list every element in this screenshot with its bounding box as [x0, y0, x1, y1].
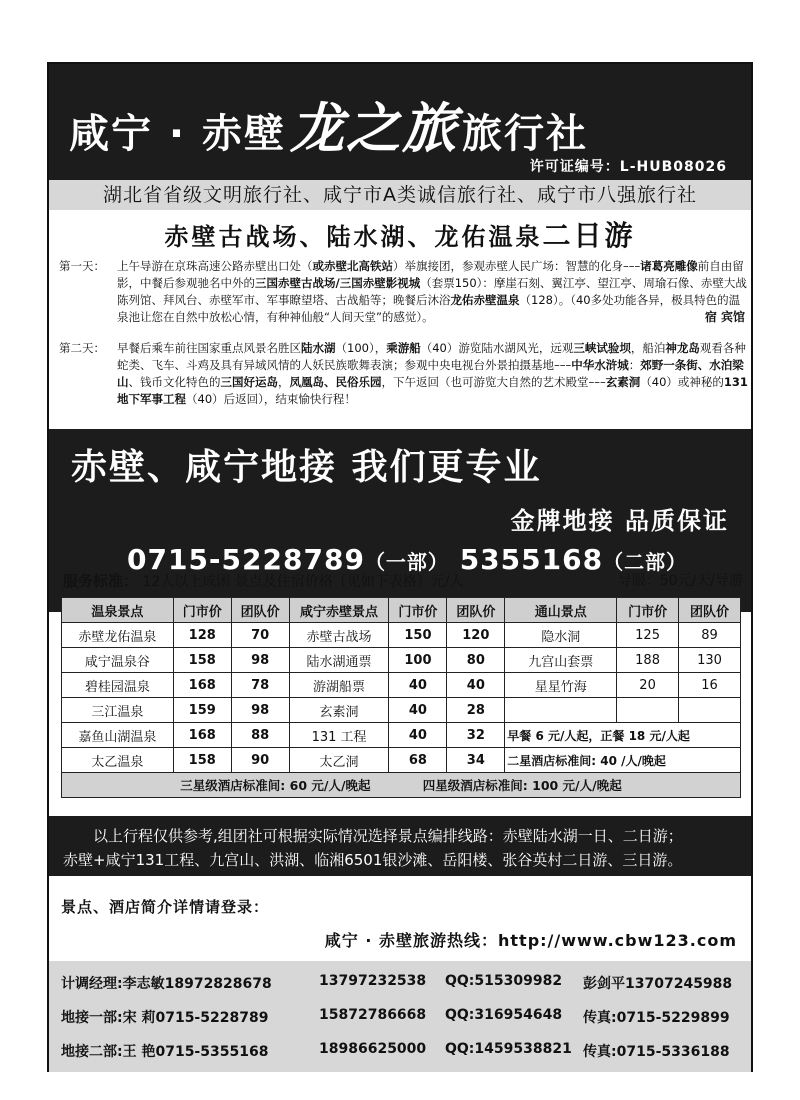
table-header-cell: 团队价 [231, 598, 289, 623]
hotel-price-cell [62, 773, 741, 798]
contact-mobile: 15872786668 [319, 1007, 427, 1023]
table-cell: 98 [231, 648, 289, 673]
table-cell: 120 [447, 623, 505, 648]
day1-highlight: 龙佑赤壁温泉 [450, 293, 520, 307]
two-star-hotel-price: 二星酒店标准间: 40 /人/晚起 [505, 748, 741, 773]
itinerary-note [49, 816, 751, 876]
title-brand: 龙之旅 [290, 96, 459, 160]
day2-seg: （40）游览陆水湖风光，远观 [420, 341, 574, 355]
flyer [47, 62, 753, 1072]
day2-seg: ，船泊 [630, 341, 666, 355]
route-title-tail: 二日游 [542, 219, 636, 252]
day1-text [117, 258, 749, 326]
table-cell: 131 工程 [289, 723, 389, 748]
day2-seg: ， [278, 375, 290, 389]
table-cell: 128 [173, 623, 231, 648]
day1-seg: 前自由留影，中餐后参观驰名中外的 [117, 259, 744, 290]
contact-extra: 传真:0715-5336188 [583, 1044, 730, 1060]
table-cell: 太乙洞 [289, 748, 389, 773]
day2-text [117, 340, 749, 408]
day2-highlight: 郊野一条街、水泊梁山 [117, 358, 744, 389]
four-star-hotel-price: 四星级酒店标准间: 100 元/人/晚起 [422, 778, 622, 793]
table-cell: 168 [173, 673, 231, 698]
itinerary-day1 [59, 258, 749, 326]
table-cell: 三江温泉 [62, 698, 174, 723]
table-cell [679, 698, 741, 723]
note-line2: 赤壁+咸宁131工程、九宫山、洪湖、临湘6501银沙滩、岳阳楼、张谷英村二日游、三日游。 [63, 851, 683, 869]
table-cell: 88 [231, 723, 289, 748]
honors-bar: 湖北省省级文明旅行社、咸宁市A类诚信旅行社、咸宁市八强旅行社 [49, 180, 751, 210]
table-cell: 125 [617, 623, 679, 648]
table-cell: 130 [679, 648, 741, 673]
route-title-main: 赤壁古战场、陆水湖、龙佑温泉 [164, 222, 543, 251]
day2-highlight: 131地下军事工程 [117, 375, 748, 406]
contact-extra: 彭剑平13707245988 [583, 976, 733, 992]
table-cell: 150 [389, 623, 447, 648]
table-cell: 80 [447, 648, 505, 673]
table-cell: 隐水洞 [505, 623, 617, 648]
table-cell: 168 [173, 723, 231, 748]
table-cell: 游湖船票 [289, 673, 389, 698]
service-text: 12人以上成团 景点及住宿价格（见如下表格）元/人 [142, 574, 464, 590]
table-cell: 玄素洞 [289, 698, 389, 723]
table-header-cell: 通山景点 [505, 598, 617, 623]
table-cell [505, 698, 617, 723]
day2-highlight: 中华水浒城 [571, 358, 629, 372]
day2-seg: 、钱币文化特色的 [128, 375, 221, 389]
guide-fee: 导服：50元/天/导游 [617, 573, 743, 589]
table-cell: 40 [447, 673, 505, 698]
title-location: 咸宁 · 赤壁 [69, 111, 287, 157]
phone-dept2-note: （二部） [603, 550, 688, 574]
table-cell: 100 [389, 648, 447, 673]
table-cell: 158 [173, 648, 231, 673]
intro-text: 景点、酒店简介详情请登录： [61, 898, 270, 916]
day1-seg: ）举旗接团，参观赤壁人民广场：智慧的化身––– [393, 259, 641, 273]
table-cell: 星星竹海 [505, 673, 617, 698]
phone-dept1-note: （一部） [364, 550, 449, 574]
table-cell: 34 [447, 748, 505, 773]
service-standard [63, 570, 743, 591]
table-cell: 188 [617, 648, 679, 673]
day1-label: 第一天： [59, 259, 105, 273]
phone-dept2: 5355168 [459, 543, 604, 576]
table-cell: 碧桂园温泉 [62, 673, 174, 698]
itinerary-day2 [59, 340, 749, 408]
day2-highlight: 三峡试验坝 [573, 341, 631, 355]
table-header-cell: 门市价 [173, 598, 231, 623]
contact-mobile: 18986625000 [319, 1041, 427, 1057]
day2-label: 第二天： [59, 341, 105, 355]
license-number: 许可证编号：L-HUB08026 [529, 159, 727, 175]
table-row [62, 748, 741, 773]
day2-highlight: 三国好运岛 [220, 375, 278, 389]
table-cell: 嘉鱼山湖温泉 [62, 723, 174, 748]
table-cell: 太乙温泉 [62, 748, 174, 773]
table-cell: 40 [389, 723, 447, 748]
table-cell: 九宫山套票 [505, 648, 617, 673]
title-agency: 旅行社 [462, 111, 589, 157]
table-cell: 赤壁龙佑温泉 [62, 623, 174, 648]
contact-qq: QQ:316954648 [445, 1007, 563, 1023]
table-header-cell: 团队价 [679, 598, 741, 623]
contact-qq: QQ:1459538821 [445, 1041, 572, 1057]
day1-lodging: 宿 宾馆 [704, 310, 745, 324]
contact-name: 地接一部:宋 莉0715-5228789 [61, 1010, 269, 1026]
table-row [62, 623, 741, 648]
day2-seg: 观看各种蛇类、飞车、斗鸡及具有异域风情的人妖民族歌舞表演；参观中央电视台外景拍摄基地––– [117, 341, 746, 372]
contact-qq: QQ:515309982 [445, 973, 563, 989]
header-banner [49, 64, 751, 180]
table-cell: 159 [173, 698, 231, 723]
meal-price-note: 早餐 6 元/人起，正餐 18 元/人起 [505, 723, 741, 748]
table-row [62, 698, 741, 723]
day2-seg: （100）， [335, 341, 387, 355]
day2-highlight: 凤凰岛、民俗乐园 [289, 375, 382, 389]
table-cell: 28 [447, 698, 505, 723]
day2-highlight: 陆水湖 [301, 341, 336, 355]
service-label: 服务标准： [63, 572, 139, 590]
table-header-cell: 温泉景点 [62, 598, 174, 623]
day2-highlight: 神龙岛 [665, 341, 700, 355]
three-star-hotel-price: 三星级酒店标准间: 60 元/人/晚起 [180, 778, 371, 793]
day1-highlight: 或赤壁北高铁站 [312, 259, 393, 273]
table-header-cell: 门市价 [617, 598, 679, 623]
day1-highlight: 三国赤壁古战场/三国赤壁影视城 [255, 276, 421, 290]
table-row [62, 723, 741, 748]
day1-seg: （128）。（40多处功能各异，极具特色的温泉池让您在自然中放松心情，有种神仙般“人间天堂”的感觉）。 [117, 293, 741, 324]
table-cell: 68 [389, 748, 447, 773]
table-cell: 咸宁温泉谷 [62, 648, 174, 673]
table-header-cell: 门市价 [389, 598, 447, 623]
table-cell: 158 [173, 748, 231, 773]
table-cell: 32 [447, 723, 505, 748]
contact-name: 地接二部:王 艳0715-5355168 [61, 1044, 269, 1060]
agency-title [69, 86, 588, 163]
day1-highlight: 诸葛亮雕像 [640, 259, 698, 273]
table-cell: 陆水湖通票 [289, 648, 389, 673]
day1-seg: 上午导游在京珠高速公路赤壁出口处（ [117, 259, 313, 273]
day2-seg: 早餐后乘车前往国家重点风景名胜区 [117, 341, 301, 355]
price-table [61, 597, 741, 798]
note-line1: 以上行程仅供参考,组团社可根据实际情况选择景点编排线路：赤壁陆水湖一日、二日游； [93, 827, 683, 845]
phone-dept1: 0715-5228789 [127, 543, 365, 576]
day2-seg: （40）后返回），结束愉快行程！ [186, 392, 356, 406]
day2-seg: ： [628, 358, 641, 372]
website-hotline[interactable]: 咸宁 · 赤壁旅游热线：http://www.cbw123.com [324, 931, 737, 950]
contact-mobile: 13797232538 [319, 973, 427, 989]
slogan: 赤壁、咸宁地接 我们更专业 [71, 447, 542, 488]
hotel-price-row [62, 773, 741, 798]
table-cell: 90 [231, 748, 289, 773]
table-cell: 16 [679, 673, 741, 698]
table-cell [617, 698, 679, 723]
route-title [49, 214, 751, 254]
table-cell: 89 [679, 623, 741, 648]
table-row [62, 673, 741, 698]
table-cell: 40 [389, 673, 447, 698]
table-cell: 赤壁古战场 [289, 623, 389, 648]
table-cell: 20 [617, 673, 679, 698]
contact-extra: 传真:0715-5229899 [583, 1010, 730, 1026]
contacts-panel [49, 961, 751, 1072]
table-row [62, 648, 741, 673]
day2-seg: ，下午返回（也可游览大自然的艺术殿堂––– [381, 375, 606, 389]
table-cell: 78 [231, 673, 289, 698]
day2-highlight: 玄素洞 [605, 375, 641, 389]
day1-seg: （套票150）：摩崖石刻、翼江亭、望江亭、周瑜石像、赤壁大战陈列馆、拜风台、赤壁军市、军事瞭望塔、古战船等；晚餐后沐浴 [117, 276, 747, 307]
contact-name: 计调经理:李志敏18972828678 [61, 976, 272, 992]
day2-seg: （40）或神秘的 [640, 375, 724, 389]
table-header-cell: 咸宁赤壁景点 [289, 598, 389, 623]
quality-slogan: 金牌地接 品质保证 [510, 507, 729, 535]
table-cell: 40 [389, 698, 447, 723]
table-header-cell: 团队价 [447, 598, 505, 623]
table-cell: 98 [231, 698, 289, 723]
table-cell: 70 [231, 623, 289, 648]
table-header-row [62, 598, 741, 623]
day2-highlight: 乘游船 [386, 341, 421, 355]
